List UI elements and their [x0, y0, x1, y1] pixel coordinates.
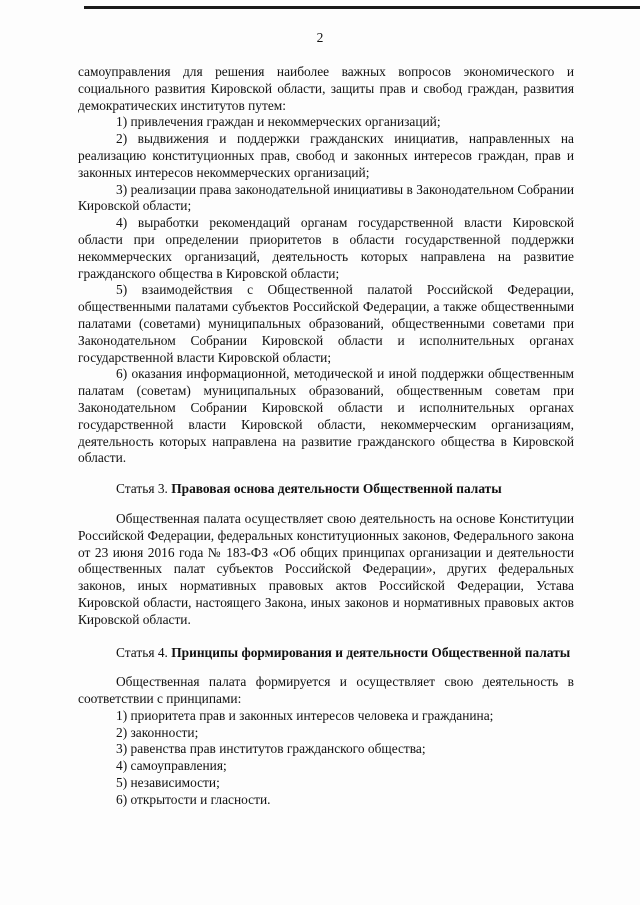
article-4-prefix: Статья 4.	[116, 644, 172, 660]
document-body	[78, 64, 574, 809]
goal-item-5: 5) взаимодействия с Общественной палатой Российской Федерации, общественными палатами субъектов Российской Федерации, а также общественными палатами (советами) муниципальных образований, общественными советами при Законодательном Собрании Кировской области и исполнительных органах государственной власти Кировской области;	[78, 282, 574, 365]
article-3-prefix: Статья 3.	[116, 481, 172, 497]
principle-item-1: 1) приоритета прав и законных интересов человека и гражданина;	[116, 707, 494, 723]
top-border-line	[84, 6, 640, 9]
goal-item-4: 4) выработки рекомендаций органам государственной власти Кировской области при определении приоритетов в области государственной поддержки некоммерческих организаций, деятельность которых направлена на развитие гражданского общества в Кировской области;	[78, 215, 574, 281]
article-3-heading	[78, 481, 574, 498]
intro-paragraph: самоуправления для решения наиболее важных вопросов экономического и социального развития Кировской области, защиты прав и свобод граждан, развития демократических институтов путем:	[78, 64, 574, 113]
goal-item-2: 2) выдвижения и поддержки гражданских инициатив, направленных на реализацию конституционных прав, свобод и законных интересов граждан, прав и законных интересов некоммерческих организаций;	[78, 131, 574, 180]
principle-item-5: 5) независимости;	[116, 775, 220, 791]
article-3-text: Общественная палата осуществляет свою деятельность на основе Конституции Российской Федерации, федеральных конституционных законов, Федерального закона от 23 июня 2016 года № 183-ФЗ «Об общих принципах организации и деятельности общественных палат субъектов Российской Федерации», других федеральных законов, иных нормативных правовых актов Российской Федерации, Устава Кировской области, настоящего Закона, иных законов и нормативных правовых актов Кировской области.	[78, 510, 574, 627]
goal-item-3: 3) реализации права законодательной инициативы в Законодательном Собрании Кировской области;	[78, 181, 574, 214]
page-number: 2	[316, 30, 324, 45]
principle-item-2: 2) законности;	[116, 724, 199, 740]
goal-item-1: 1) привлечения граждан и некоммерческих организаций;	[116, 114, 441, 130]
article-4-intro: Общественная палата формируется и осуществляет свою деятельность в соответствии с принципами:	[78, 674, 574, 707]
article-4-heading	[78, 645, 574, 662]
article-4-title: Принципы формирования и деятельности Общественной палаты	[171, 644, 571, 660]
article-3-title: Правовая основа деятельности Общественной палаты	[171, 481, 502, 497]
principle-item-4: 4) самоуправления;	[116, 758, 227, 774]
principle-item-3: 3) равенства прав институтов гражданского общества;	[116, 741, 426, 757]
goal-item-6: 6) оказания информационной, методической и иной поддержки общественным палатам (советам) муниципальных образований, общественным советам при Законодательном Собрании Кировской области и исполнительных органах государственной власти Кировской области, некоммерческим организациям, деятельность которых направлена на развитие гражданского общества в Кировской области.	[78, 366, 574, 466]
principle-item-6: 6) открытости и гласности.	[116, 791, 271, 807]
